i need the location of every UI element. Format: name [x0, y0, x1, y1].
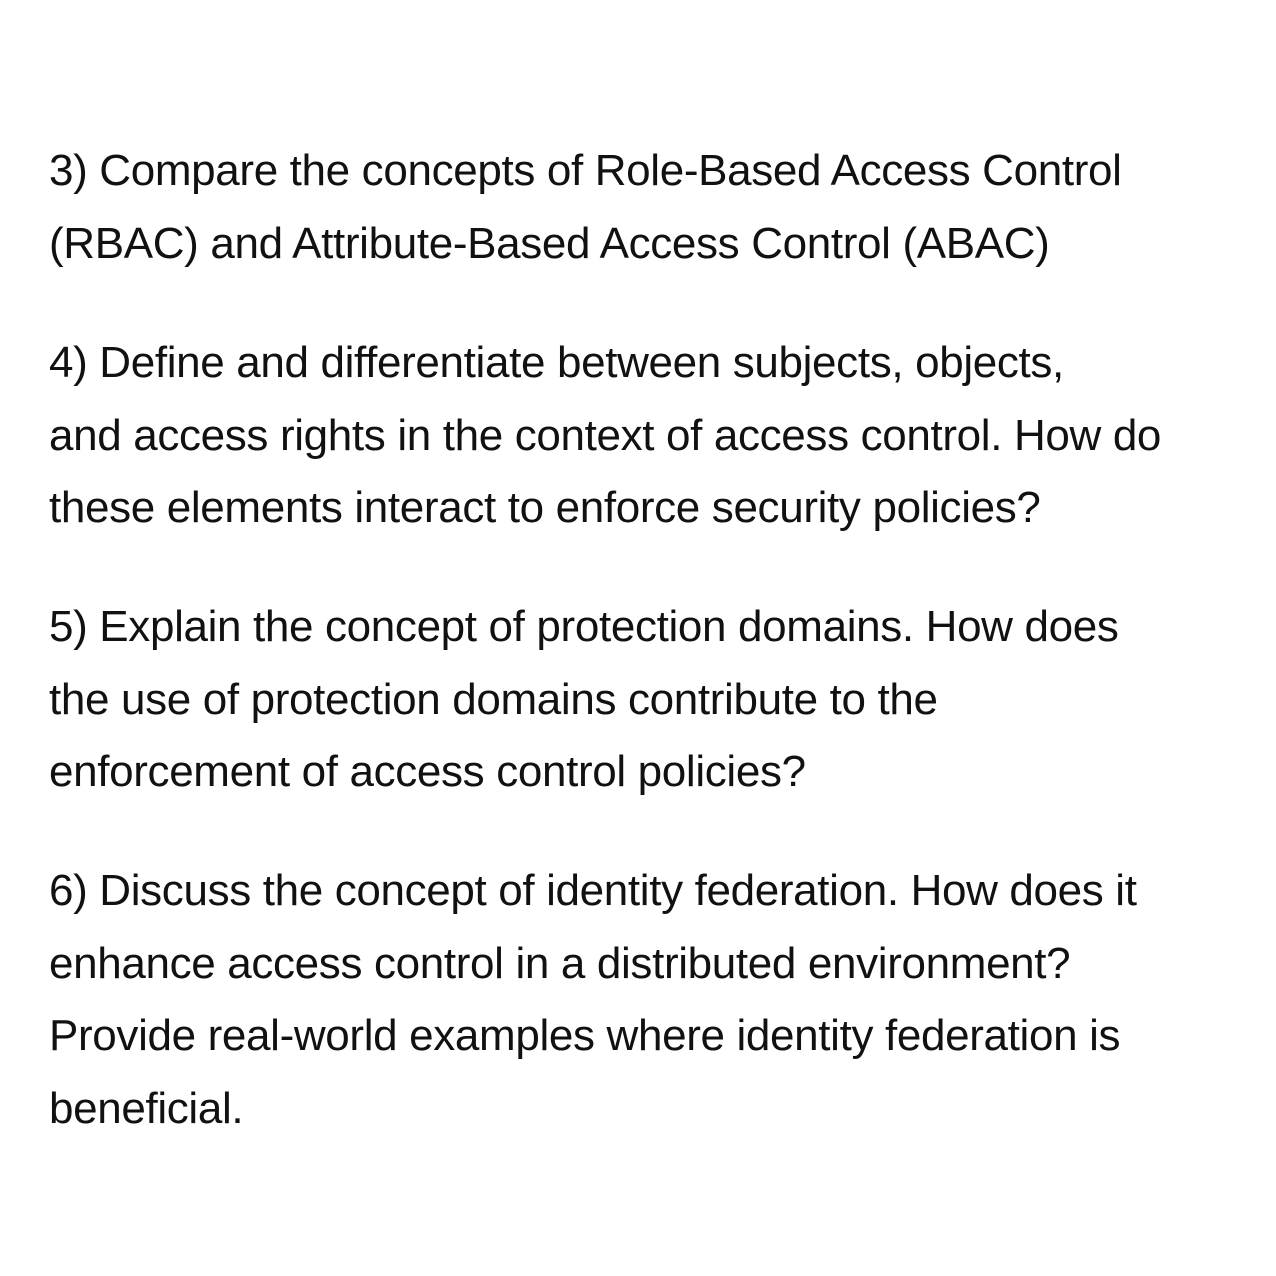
question-5-line-1: 5) Explain the concept of protection domains. How does — [49, 602, 1119, 651]
question-5-line-3: enforcement of access control policies? — [49, 747, 806, 796]
question-6-line-1: 6) Discuss the concept of identity federation. How does it — [49, 866, 1137, 915]
question-5-line-2: the use of protection domains contribute to the — [49, 674, 938, 724]
question-3-line-2: (RBAC) and Attribute-Based Access Control (ABAC) — [49, 218, 1050, 268]
question-6-line-2: enhance access control in a distributed environment? — [49, 938, 1071, 988]
question-6-line-3: Provide real-world examples where identity federation is — [49, 1011, 1121, 1060]
question-6-line-4: beneficial. — [49, 1083, 244, 1133]
question-5 — [49, 591, 1254, 809]
question-3 — [49, 135, 1254, 280]
question-4 — [49, 327, 1254, 545]
question-3-line-1: 3) Compare the concepts of Role-Based Access Control — [49, 146, 1122, 195]
question-4-line-2: and access rights in the context of access control. How do — [49, 410, 1162, 460]
question-6 — [49, 855, 1254, 1145]
question-4-line-1: 4) Define and differentiate between subjects, objects, — [49, 338, 1064, 387]
question-4-line-3: these elements interact to enforce security policies? — [49, 483, 1041, 532]
